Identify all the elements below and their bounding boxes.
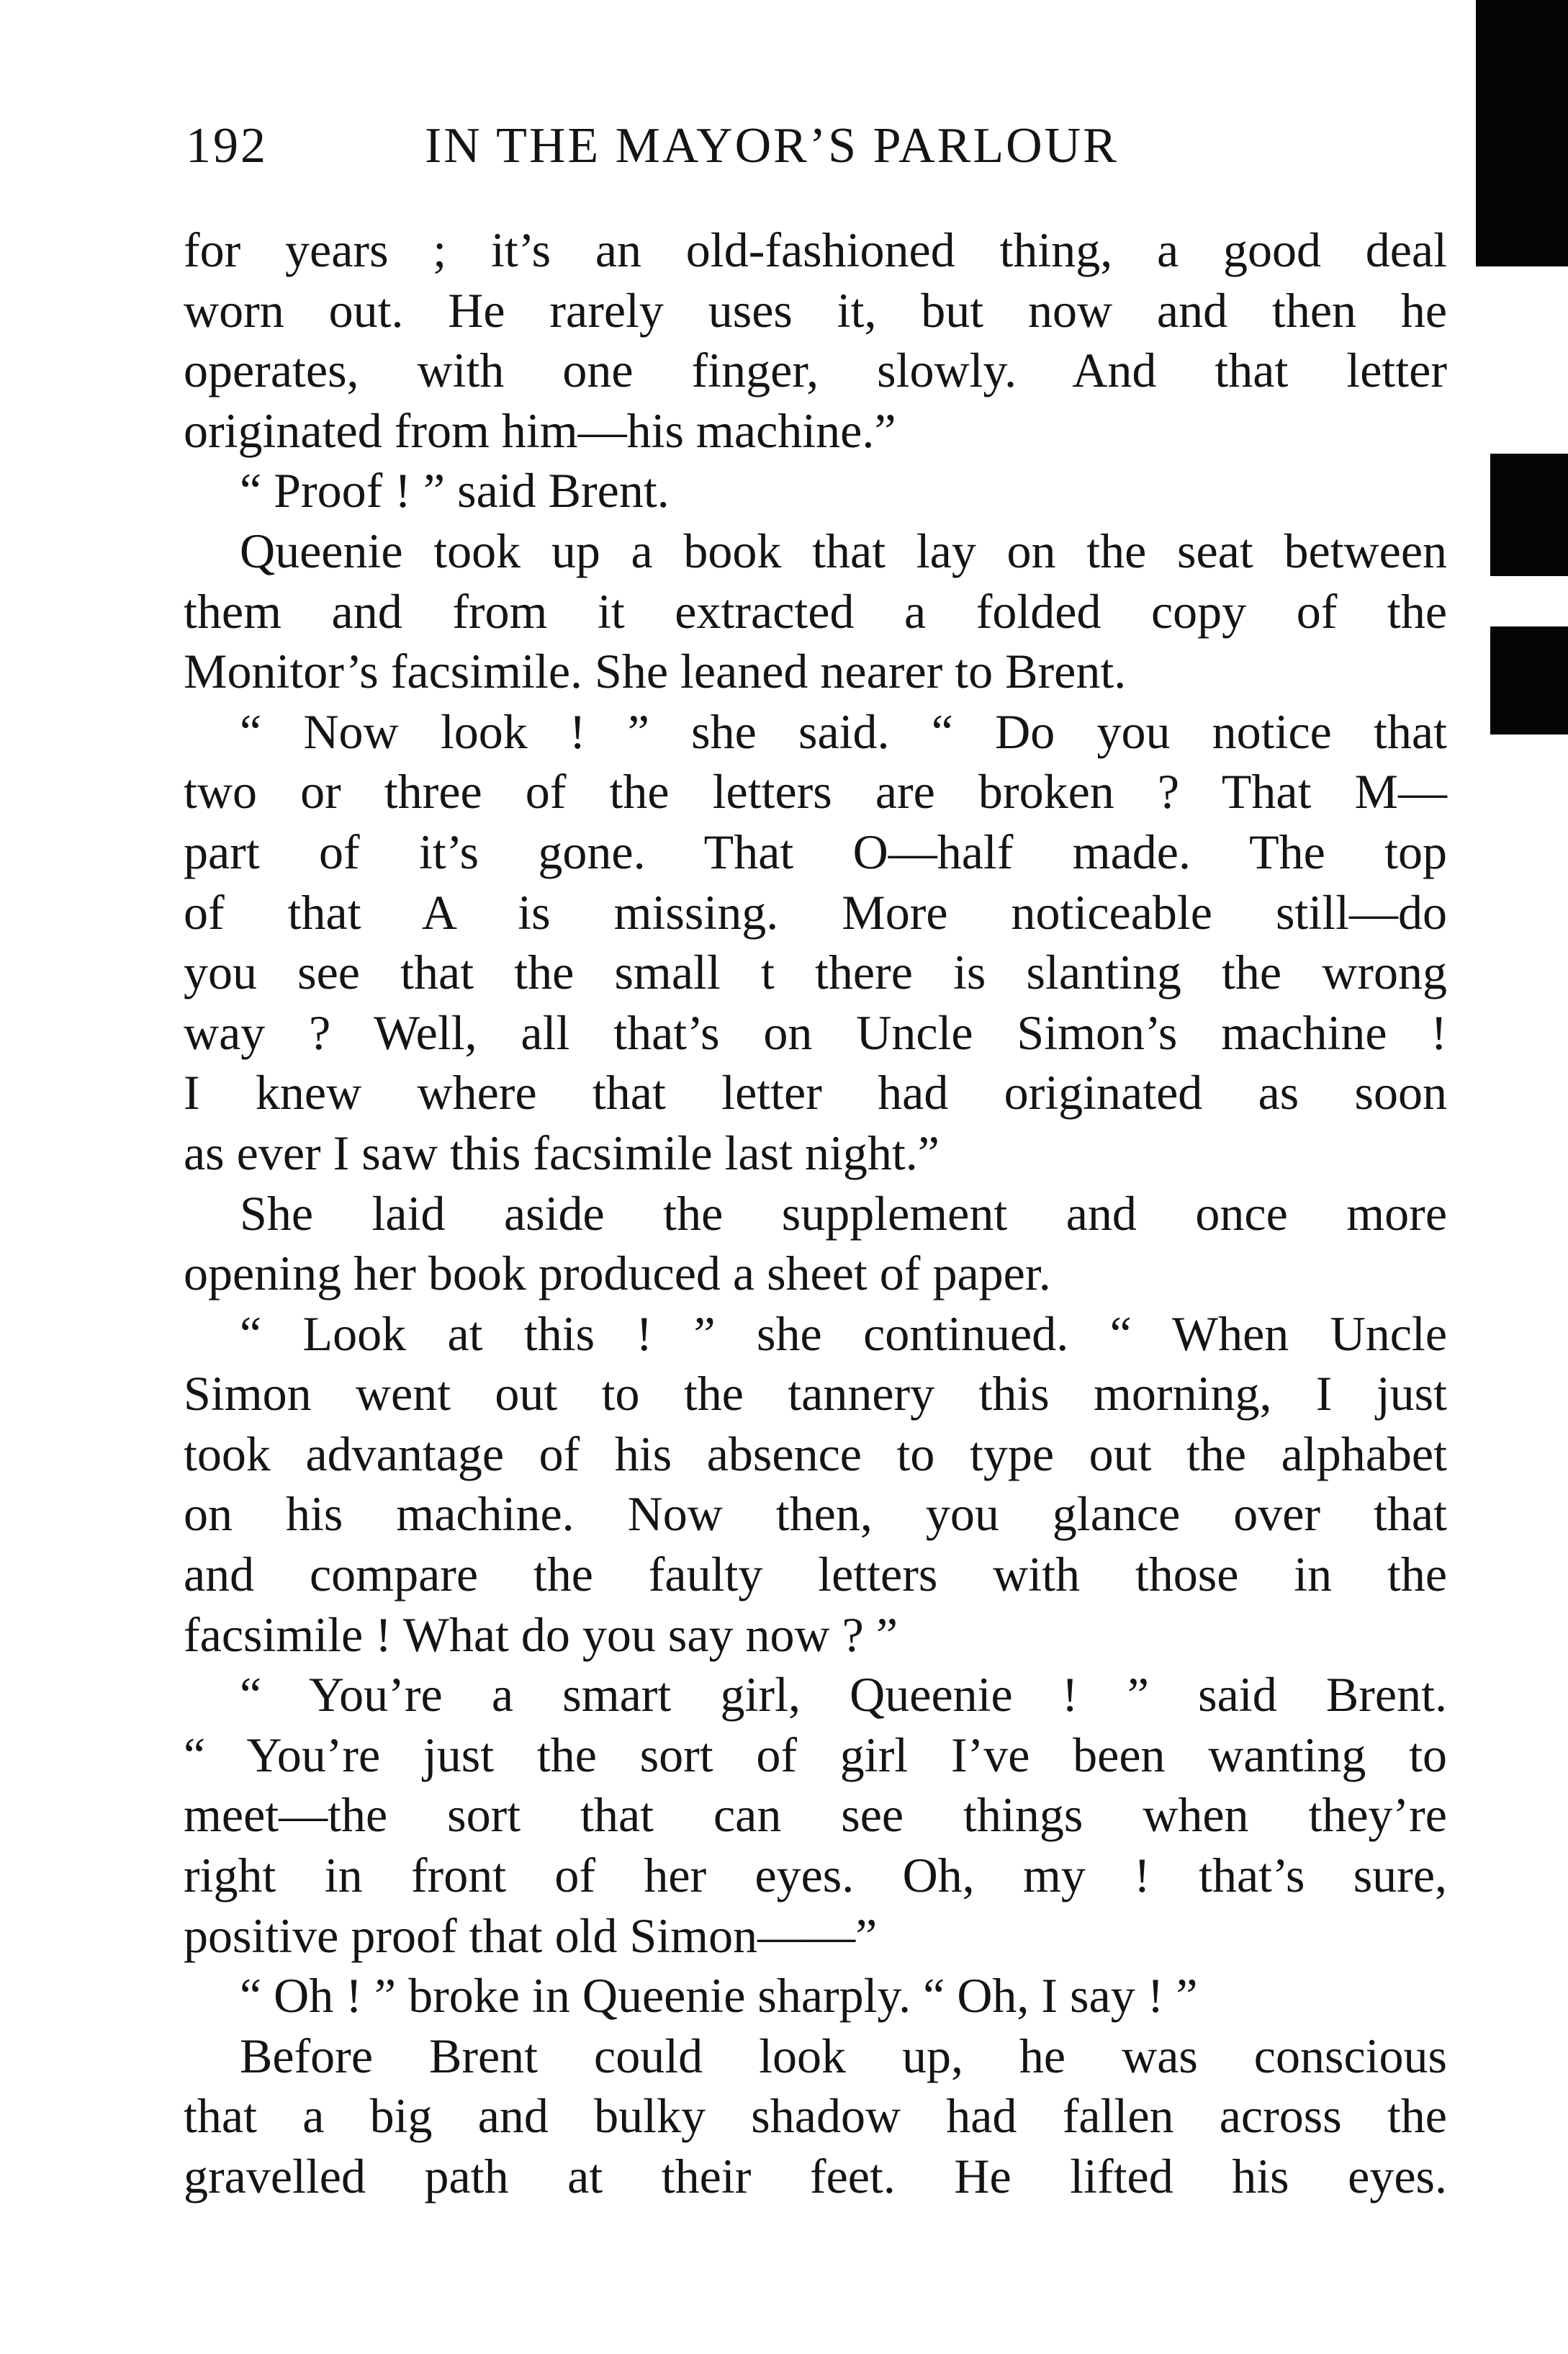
text-line: two or three of the letters are broken ? That M— [184, 764, 1447, 819]
text-line: took advantage of his absence to type out the alphabet [184, 1426, 1447, 1481]
text-line: positive proof that old Simon——” [184, 1908, 878, 1963]
text-line: “ Oh ! ” broke in Queenie sharply. “ Oh, I say ! ” [240, 1968, 1198, 2023]
page-number: 192 [186, 118, 268, 174]
text-line: facsimile ! What do you say now ? ” [184, 1607, 898, 1662]
text-line: way ? Well, all that’s on Uncle Simon’s machine ! [184, 1005, 1447, 1060]
text-line: right in front of her eyes. Oh, my ! that’s sure, [184, 1848, 1447, 1903]
text-line: Monitor’s facsimile. She leaned nearer to Brent. [184, 644, 1127, 699]
text-line: “ Proof ! ” said Brent. [240, 463, 670, 518]
text-line: originated from him—his machine.” [184, 403, 896, 458]
text-line: Before Brent could look up, he was conscious [240, 2028, 1447, 2083]
text-line: Queenie took up a book that lay on the seat between [240, 523, 1447, 578]
text-line: operates, with one finger, slowly. And that letter [184, 343, 1447, 398]
text-line: you see that the small t there is slanting the wrong [184, 945, 1447, 1000]
text-line: “ You’re just the sort of girl I’ve been wanting to [184, 1727, 1447, 1782]
text-line: opening her book produced a sheet of paper. [184, 1246, 1051, 1301]
text-line: of that A is missing. More noticeable still—do [184, 884, 1447, 940]
scan-edge-marks [1476, 0, 1568, 2354]
running-header [186, 107, 1446, 186]
text-line: for years ; it’s an old-fashioned thing, a good deal [184, 223, 1447, 277]
text-line: “ Look at this ! ” she continued. “ When Uncle [240, 1306, 1447, 1361]
scan-edge-mark [1490, 454, 1568, 576]
text-line: Simon went out to the tannery this morning, I just [184, 1366, 1447, 1421]
text-line: that a big and bulky shadow had fallen across the [184, 2088, 1447, 2144]
text-line: as ever I saw this facsimile last night.” [184, 1125, 940, 1180]
text-line: them and from it extracted a folded copy of the [184, 583, 1447, 639]
text-line: gravelled path at their feet. He lifted his eyes. [184, 2149, 1447, 2203]
text-line: I knew where that letter had originated as soon [184, 1065, 1447, 1120]
running-title: IN THE MAYOR’S PARLOUR [425, 118, 1119, 174]
text-line: “ Now look ! ” she said. “ Do you notice that [240, 704, 1447, 759]
text-line: meet—the sort that can see things when they’re [184, 1787, 1447, 1843]
text-line: part of it’s gone. That O—half made. The top [184, 824, 1447, 879]
body-text [184, 220, 1447, 2207]
text-line: She laid aside the supplement and once more [240, 1185, 1447, 1241]
text-line: on his machine. Now then, you glance over that [184, 1486, 1447, 1542]
scan-edge-mark [1490, 626, 1568, 734]
text-line: and compare the faulty letters with those in the [184, 1547, 1447, 1602]
scan-edge-mark [1476, 0, 1568, 266]
text-line: worn out. He rarely uses it, but now and then he [184, 282, 1447, 338]
text-line: “ You’re a smart girl, Queenie ! ” said Brent. [240, 1667, 1447, 1722]
